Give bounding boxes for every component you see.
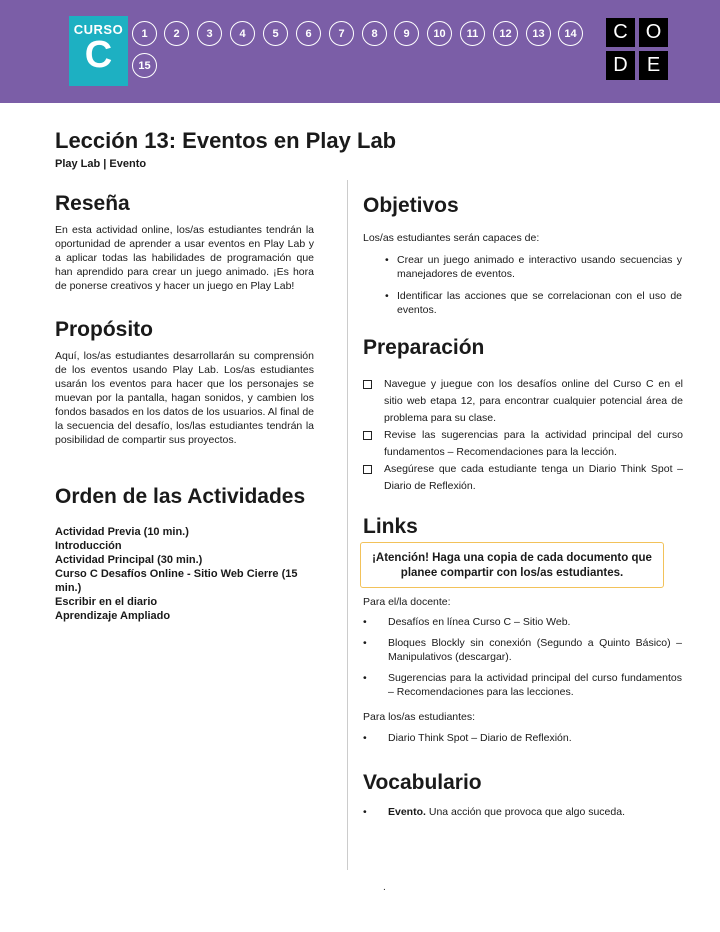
lesson-link-2[interactable]: 2 — [164, 21, 189, 46]
page-title: Lección 13: Eventos en Play Lab — [55, 128, 397, 153]
lesson-link-12[interactable]: 12 — [493, 21, 518, 46]
estudiantes-link[interactable]: • Diario Think Spot – Diario de Reflexión. — [363, 731, 682, 745]
footer-mark: . — [383, 882, 386, 893]
course-badge — [69, 16, 128, 86]
logo-letter: O — [639, 18, 668, 47]
course-letter: C — [84, 34, 113, 76]
objetivos-heading: Objetivos — [363, 194, 459, 217]
preparacion-item-text: Asegúrese que cada estudiante tenga un Diario Think Spot – Diario de Reflexión. — [384, 463, 683, 492]
vocab-definition: Una acción que provoca que algo suceda. — [425, 806, 625, 818]
docente-links — [363, 615, 682, 699]
preparacion-item — [362, 461, 683, 495]
lesson-link-3[interactable]: 3 — [197, 21, 222, 46]
estudiantes-links — [363, 731, 682, 745]
logo-letter: C — [606, 18, 635, 47]
preparacion-item — [362, 427, 683, 461]
preparacion-heading: Preparación — [363, 336, 485, 359]
activity-item: Curso C Desafíos Online - Sitio Web Cierre (15 min.) — [55, 568, 298, 594]
header-banner — [0, 0, 720, 103]
checkbox-icon — [363, 431, 372, 440]
logo-letter: D — [606, 51, 635, 80]
objetivos-intro: Los/as estudiantes serán capaces de: — [363, 232, 540, 244]
activity-list — [55, 525, 325, 623]
vocabulario-item — [363, 805, 682, 819]
docente-link[interactable]: • Bloques Blockly sin conexión (Segundo a Quinto Básico) – Manipulativos (descargar). — [363, 636, 682, 664]
logo-letter: E — [639, 51, 668, 80]
docente-link[interactable]: • Desafíos en línea Curso C – Sitio Web. — [363, 615, 682, 629]
preparacion-item — [362, 376, 683, 427]
resena-heading: Reseña — [55, 192, 130, 215]
copy-notice: ¡Atención! Haga una copia de cada documento que planee compartir con los/as estudiantes. — [360, 542, 664, 588]
course-label: CURSO — [73, 22, 124, 37]
lesson-link-6[interactable]: 6 — [296, 21, 321, 46]
proposito-heading: Propósito — [55, 318, 153, 341]
column-divider — [347, 180, 348, 870]
checkbox-icon — [363, 465, 372, 474]
lesson-link-8[interactable]: 8 — [362, 21, 387, 46]
objetivo-item: • Crear un juego animado e interactivo usando secuencias y manejadores de eventos. — [385, 254, 682, 281]
vocabulario-list — [363, 805, 682, 819]
activity-item: Actividad Principal (30 min.) — [55, 554, 203, 566]
lesson-link-5[interactable]: 5 — [263, 21, 288, 46]
activity-item: Escribir en el diario — [55, 596, 158, 608]
lesson-link-7[interactable]: 7 — [329, 21, 354, 46]
estudiantes-label: Para los/as estudiantes: — [363, 711, 476, 723]
vocabulario-heading: Vocabulario — [363, 771, 482, 794]
code-logo — [606, 18, 670, 82]
lesson-link-1[interactable]: 1 — [132, 21, 157, 46]
activity-item: Introducción — [55, 540, 122, 552]
activity-item: Actividad Previa (10 min.) — [55, 526, 189, 538]
objetivo-item: • Identificar las acciones que se correlacionan con el uso de eventos. — [385, 290, 682, 317]
lesson-link-11[interactable]: 11 — [460, 21, 485, 46]
lesson-link-14[interactable]: 14 — [558, 21, 583, 46]
docente-link[interactable]: • Sugerencias para la actividad principal del curso fundamentos – Recomendaciones para las lecciones. — [363, 671, 682, 699]
lesson-link-4[interactable]: 4 — [230, 21, 255, 46]
objetivos-list — [385, 254, 682, 317]
activity-item: Aprendizaje Ampliado — [55, 610, 171, 622]
page-subtitle: Play Lab | Evento — [55, 158, 147, 170]
preparacion-list — [362, 376, 683, 495]
checkbox-icon — [363, 380, 372, 389]
lesson-link-13[interactable]: 13 — [526, 21, 551, 46]
vocab-term: Evento. — [388, 806, 426, 818]
proposito-text: Aquí, los/as estudiantes desarrollarán su comprensión de los eventos usando Play Lab. Los/as estudiantes usarán los eventos para hacer que los personajes se muevan por la pantalla, hagan sonidos, y cambien los fondos basados en los datos de los usuarios. Al final de la secuencia del desafío, los/las estudiantes tendrán la posibilidad de compartir sus proyectos. — [55, 350, 314, 446]
resena-text: En esta actividad online, los/as estudiantes tendrán la oportunidad de aprender a usar eventos en Play Lab y a aplicar todas las habilidades de programación que han aprendido para crear un juego animado. ¡Es hora de ponerse creativos y hacer un juego en Play Lab! — [55, 224, 314, 292]
preparacion-item-text: Navegue y juegue con los desafíos online del Curso C en el sitio web etapa 12, para encontrar cualquier potencial área de problema para su clase. — [384, 378, 683, 424]
orden-heading: Orden de las Actividades — [55, 485, 306, 508]
preparacion-item-text: Revise las sugerencias para la actividad principal del curso fundamentos – Recomendaciones para la lección. — [384, 429, 683, 458]
lesson-link-10[interactable]: 10 — [427, 21, 452, 46]
links-heading: Links — [363, 515, 418, 538]
lesson-link-15[interactable]: 15 — [132, 53, 157, 78]
docente-label: Para el/la docente: — [363, 596, 451, 608]
lesson-link-9[interactable]: 9 — [394, 21, 419, 46]
